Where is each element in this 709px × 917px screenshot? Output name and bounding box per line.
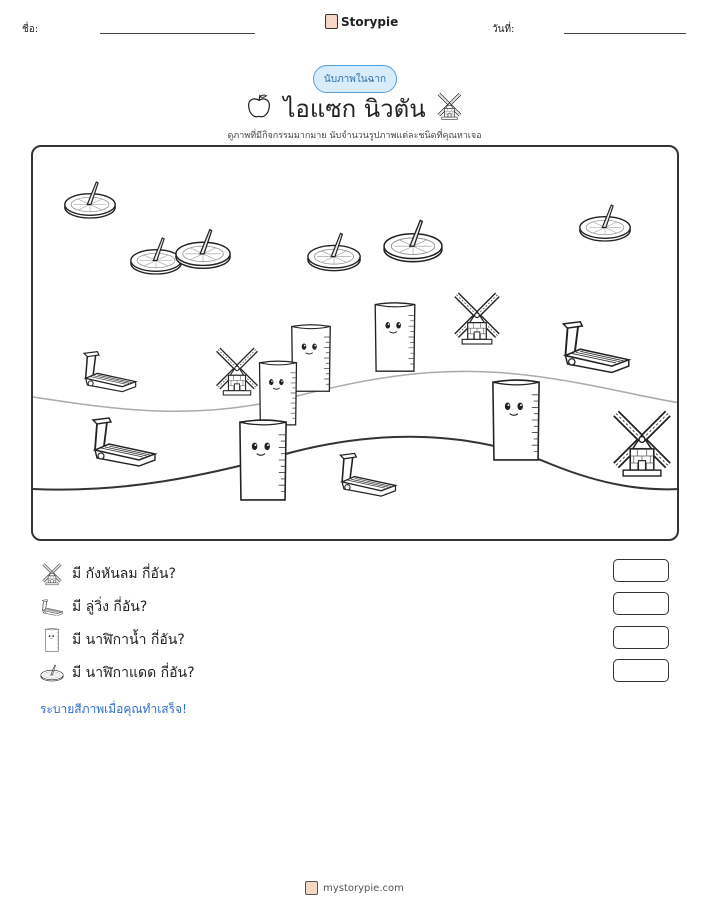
question-row-sundial (40, 661, 195, 685)
water-clock (257, 359, 299, 427)
question-treadmill: มี ลู่วิ่ง กี่อัน? (72, 599, 148, 615)
answer-box-treadmill[interactable] (613, 592, 669, 615)
treadmill (557, 312, 633, 378)
question-row-windmill (40, 562, 176, 586)
answer-box-windmill[interactable] (613, 559, 669, 582)
windmill (213, 343, 261, 399)
question-water-clock: มี นาฬิกาน้ำ กี่อัน? (72, 632, 185, 648)
water-clock-icon (40, 628, 64, 652)
water-clock (233, 418, 293, 502)
sundial (578, 199, 632, 247)
activity-badge: นับภาพในฉาก (313, 65, 397, 93)
date-input-line[interactable] (564, 33, 686, 34)
name-input-line[interactable] (100, 33, 255, 34)
question-row-treadmill (40, 595, 147, 619)
brand-name: Storypie (341, 14, 399, 29)
treadmill-icon (40, 595, 64, 619)
question-sundial: มี นาฬิกาแดด กี่อัน? (72, 665, 195, 681)
sundial (174, 223, 232, 275)
question-windmill: มี กังหันลม กี่อัน? (72, 566, 176, 582)
instructions: ดูภาพที่มีกิจกรรมมากมาย นับจำนวนรูปภาพแต่ละชนิดที่คุณหาเจอ (227, 131, 482, 141)
counting-scene (31, 145, 679, 541)
name-label: ชื่อ: (22, 24, 39, 35)
footer (0, 881, 709, 895)
treadmill (87, 409, 159, 471)
windmill-icon (40, 562, 64, 586)
windmill-icon (436, 90, 463, 122)
treadmill (335, 443, 399, 503)
storypie-mascot-icon (325, 14, 338, 29)
storypie-mascot-icon (305, 881, 318, 895)
coloring-note: ระบายสีภาพเมื่อคุณทำเสร็จ! (40, 702, 187, 716)
windmill (451, 288, 503, 348)
date-label: วันที่: (492, 24, 515, 35)
answer-box-sundial[interactable] (613, 659, 669, 682)
storypie-logo (325, 14, 398, 29)
footer-site: mystorypie.com (323, 882, 404, 894)
page-title: ไอแซก นิวตัน (283, 95, 426, 123)
treadmill (79, 347, 139, 393)
question-row-water-clock (40, 628, 185, 652)
answer-box-water-clock[interactable] (613, 626, 669, 649)
water-clock (486, 378, 546, 462)
sundial (382, 214, 444, 268)
water-clock (370, 301, 420, 373)
sundial-icon (40, 661, 64, 685)
sundial (306, 227, 362, 277)
windmill (609, 405, 675, 481)
sundial (63, 180, 117, 220)
